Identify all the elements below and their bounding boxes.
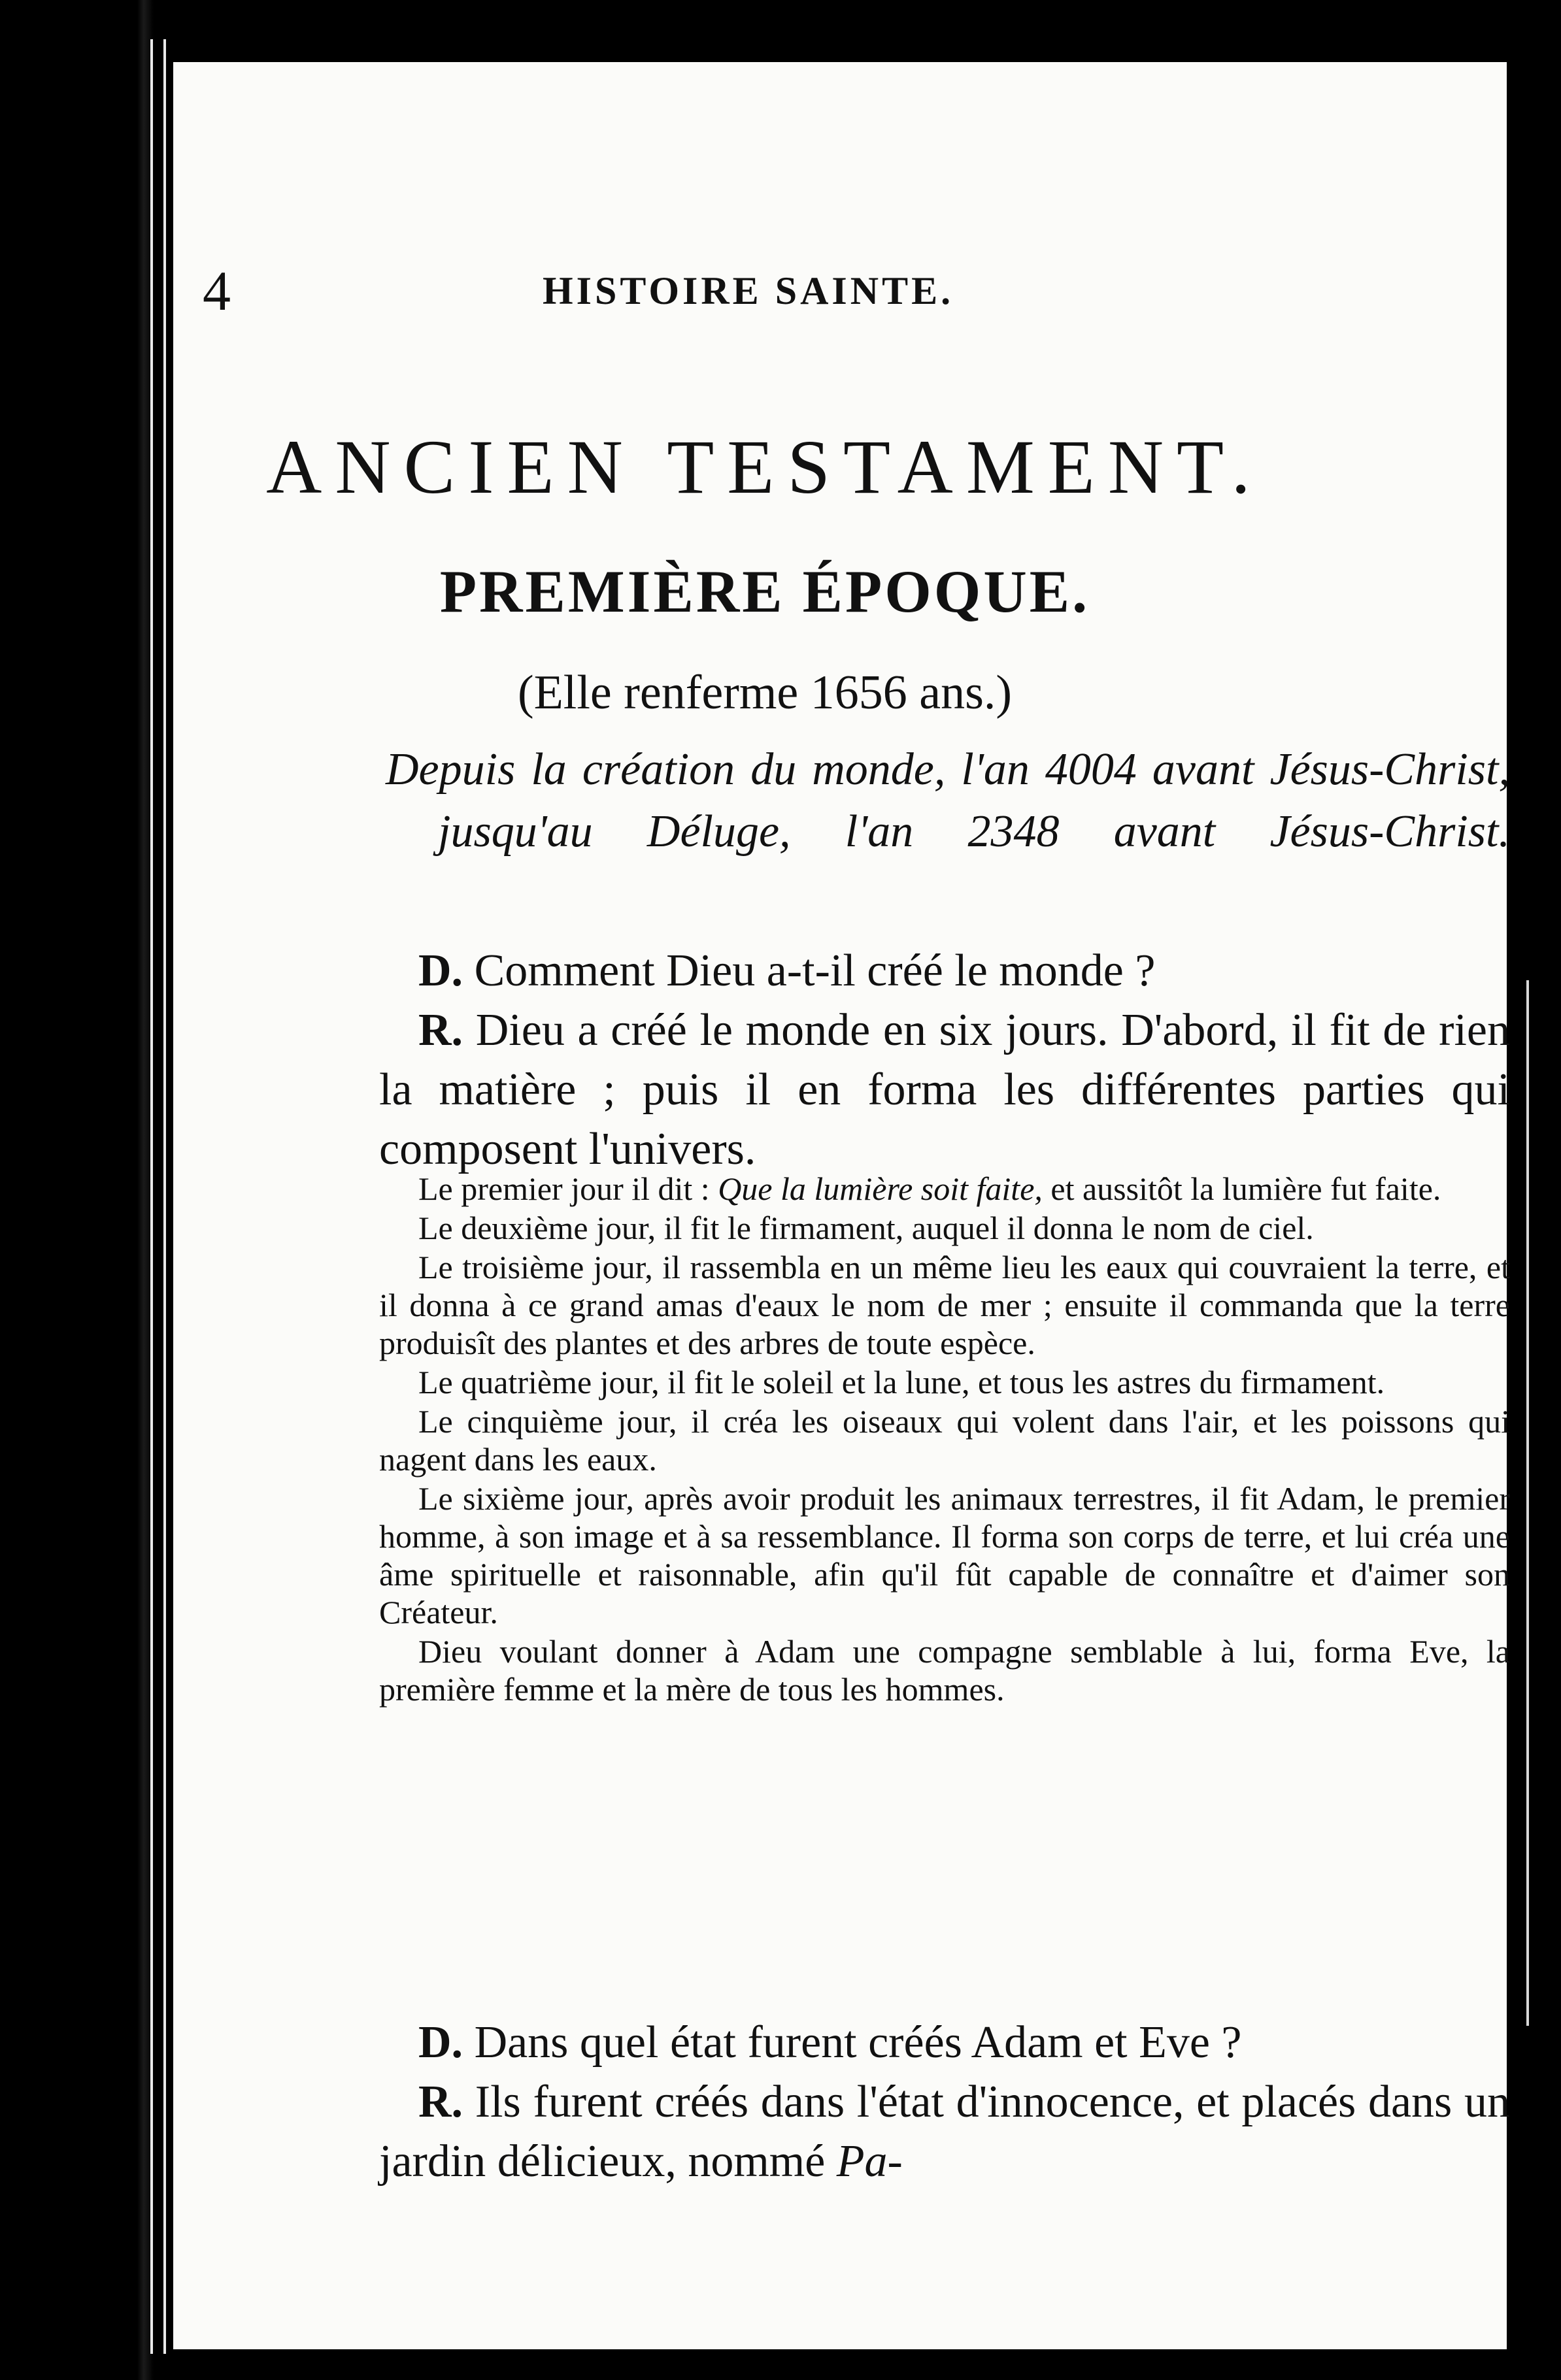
day-quote: Que la lumière soit faite, [718, 1170, 1043, 1207]
day-paragraph [379, 1632, 1510, 1708]
question-answer-1 [379, 941, 1510, 1179]
edge-line [1526, 980, 1529, 2026]
day-paragraph [379, 1209, 1510, 1247]
epoch-subtitle: (Elle renferme 1656 ans.) [517, 666, 1013, 719]
answer-1 [379, 1000, 1510, 1179]
creation-days [379, 1170, 1510, 1710]
answer-italic: Pa- [836, 2136, 903, 2187]
summary-text: Depuis la création du monde, l'an 4004 avant Jésus-Christ, jusqu'au Déluge, l'an 2348 avant Jésus-Christ. [386, 744, 1510, 857]
question-text: Dans quel état furent créés Adam et Eve ? [463, 2017, 1242, 2068]
day-text: Le cinquième jour, il créa les oiseaux qui volent dans l'air, et les poissons qui nagent dans les eaux. [379, 1403, 1510, 1478]
question-2 [379, 2013, 1510, 2072]
day-paragraph [379, 1248, 1510, 1362]
day-text: Le premier jour il dit : [418, 1170, 718, 1207]
day-text: Le troisième jour, il rassembla en un même lieu les eaux qui couvraient la terre, et il donna à ce grand amas d'eaux le nom de mer ; ensuite il commanda que la terre produisît des plantes et des arbres de toute espèce. [379, 1249, 1510, 1361]
right-page-edge [1507, 0, 1561, 2380]
day-text: Le deuxième jour, il fit le firmament, auquel il donna le nom de ciel. [418, 1210, 1314, 1246]
day-text: Le sixième jour, après avoir produit les animaux terrestres, il fit Adam, le premier homme, à son image et à sa ressemblance. Il forma son corps de terre, et lui créa une âme spirituelle et raisonnable, afin qu'il fût capable de connaître et d'aimer son Créateur. [379, 1480, 1510, 1630]
running-head [203, 242, 1327, 340]
answer-2 [379, 2072, 1510, 2191]
day-text: Le quatrième jour, il fit le soleil et la lune, et tous les astres du firmament. [418, 1364, 1385, 1400]
day-paragraph [379, 1479, 1510, 1631]
question-answer-2 [379, 2013, 1510, 2191]
answer-text: Ils furent créés dans l'état d'innocence, et placés dans un jardin délicieux, nommé [379, 2077, 1510, 2187]
question-label: D. [418, 2017, 463, 2068]
testament-heading: ANCIEN TESTAMENT. [266, 424, 1264, 510]
day-text: Dieu voulant donner à Adam une compagne semblable à lui, forma Eve, la première femme et la mère de tous les hommes. [379, 1633, 1510, 1708]
page-number: 4 [203, 259, 231, 322]
day-text-end: et aussitôt la lumière fut faite. [1042, 1170, 1441, 1207]
answer-label: R. [418, 2077, 463, 2127]
day-paragraph [379, 1402, 1510, 1478]
question-1 [379, 941, 1510, 1000]
binding-line [163, 39, 166, 2354]
day-paragraph [379, 1363, 1510, 1401]
question-text: Comment Dieu a-t-il créé le monde ? [463, 946, 1156, 996]
day-paragraph [379, 1170, 1510, 1208]
epoch-heading: PREMIÈRE ÉPOQUE. [439, 558, 1090, 625]
answer-text: Dieu a créé le monde en six jours. D'abord, il fit de rien la matière ; puis il en forma les différentes parties qui composent l'univers. [379, 1005, 1510, 1174]
running-title: HISTOIRE SAINTE. [543, 269, 954, 312]
book-binding-edge [0, 0, 173, 2380]
answer-label: R. [418, 1005, 463, 1055]
epoch-summary [386, 738, 1510, 863]
question-label: D. [418, 946, 463, 996]
binding-line [150, 39, 153, 2354]
